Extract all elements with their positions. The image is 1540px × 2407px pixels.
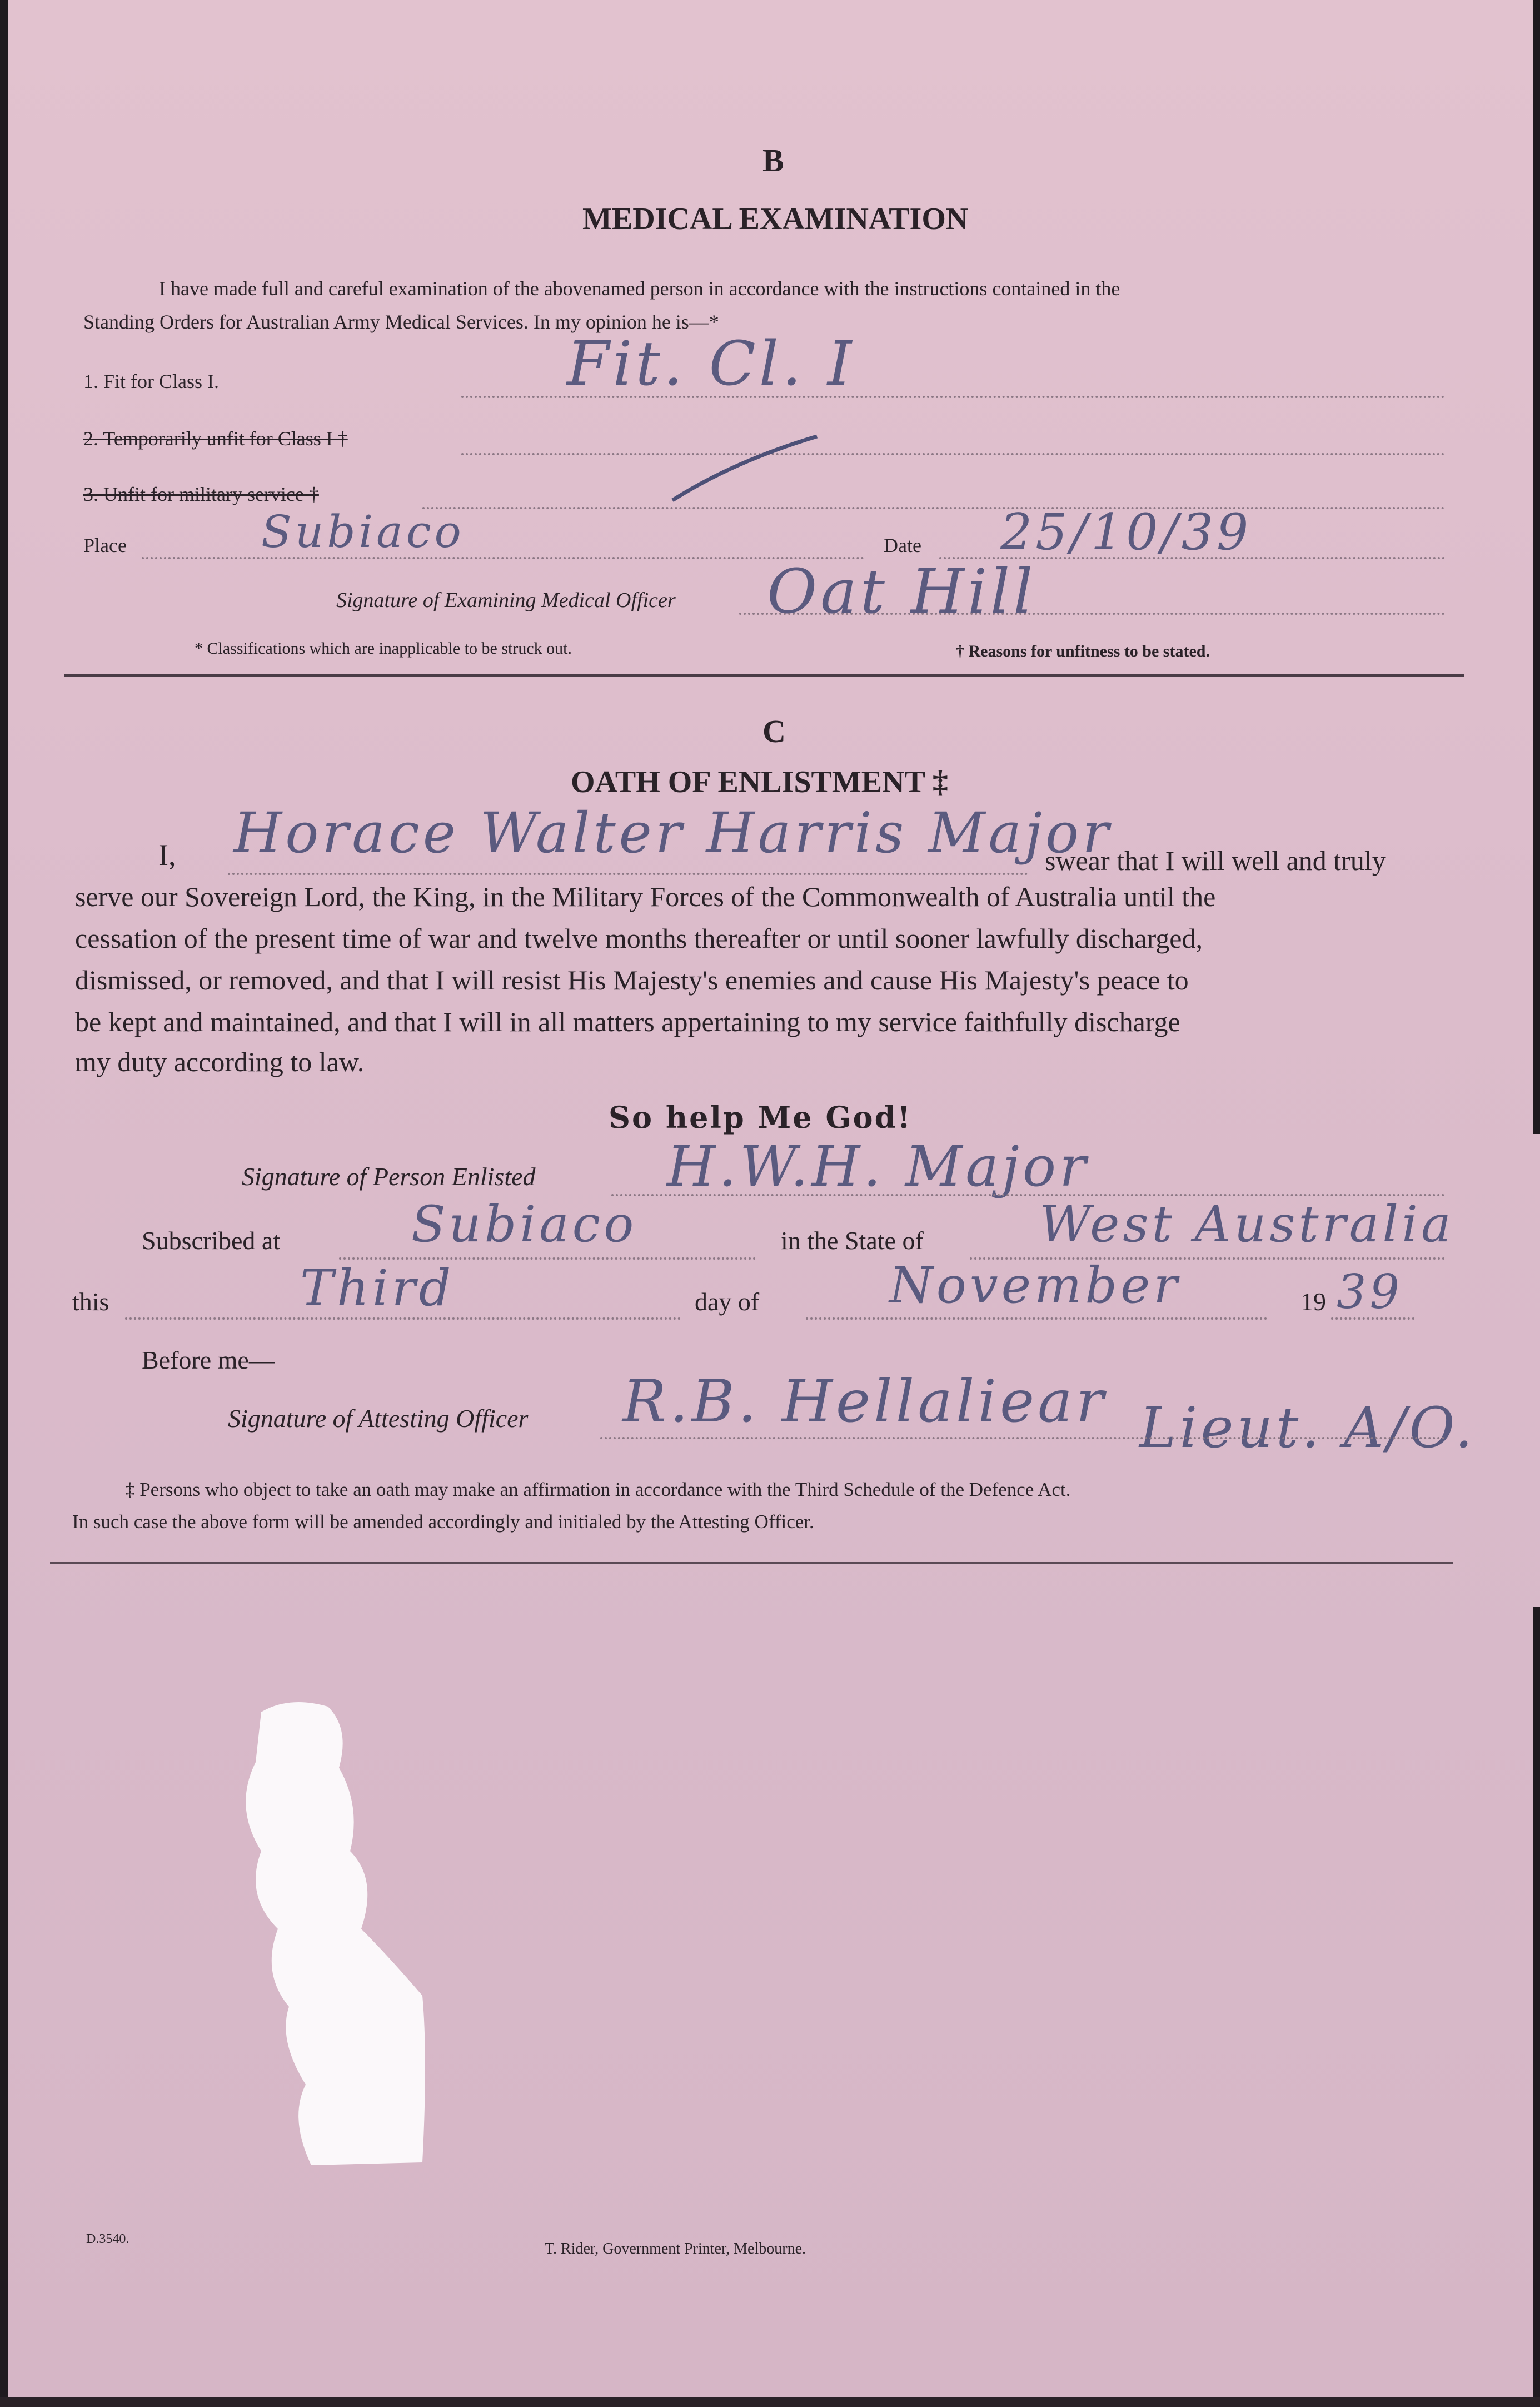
section-c-title: OATH OF ENLISTMENT ‡ <box>571 765 948 799</box>
classification-item-1: 1. Fit for Class I. <box>83 370 220 392</box>
oath-line-1: swear that I will well and truly <box>1045 845 1386 876</box>
oath-line-5: be kept and maintained, and that I will in all matters appertaining to my service faithfully discharge <box>75 1006 1180 1037</box>
classification-item-2: 2. Temporarily unfit for Class I † <box>83 427 348 450</box>
this-label: this <box>72 1287 109 1316</box>
footnote-reasons: † Reasons for unfitness to be stated. <box>956 642 1210 660</box>
printer-imprint: T. Rider, Government Printer, Melbourne. <box>545 2240 806 2257</box>
state-handwritten: West Australia <box>1039 1195 1454 1254</box>
place-line <box>142 557 864 559</box>
day-line <box>125 1317 681 1320</box>
year-line <box>1331 1317 1414 1320</box>
before-me-label: Before me— <box>142 1346 275 1374</box>
oath-line-4: dismissed, or removed, and that I will resist His Majesty's enemies and cause His Majesty's peace to <box>75 964 1189 996</box>
person-signature: H.W.H. Major <box>667 1134 1089 1199</box>
date-label: Date <box>884 534 921 556</box>
month-line <box>806 1317 1267 1320</box>
so-help-me-god: So help Me God! <box>609 1100 913 1135</box>
medical-officer-sig-line <box>739 613 1445 615</box>
classification-line-3 <box>422 507 1445 509</box>
place-label: Place <box>83 534 127 556</box>
classification-handwritten: Fit. Cl. I <box>567 328 855 399</box>
oath-name-handwritten: Horace Walter Harris Major <box>233 800 1112 866</box>
footnote-affirmation-line2: In such case the above form will be amended accordingly and initialed by the Attesting Officer. <box>72 1511 814 1533</box>
footnote-affirmation-line1: ‡ Persons who object to take an oath may make an affirmation in accordance with the Third Schedule of the Defence Act. <box>125 1479 1071 1500</box>
attesting-officer-signature: R.B. Hellaliear <box>622 1367 1107 1435</box>
section-b-title: MEDICAL EXAMINATION <box>582 202 969 236</box>
day-handwritten: Third <box>300 1259 455 1317</box>
paper-damage-blot <box>222 1695 433 2174</box>
oath-line-2: serve our Sovereign Lord, the King, in the Military Forces of the Commonwealth of Australia until the <box>75 881 1216 912</box>
oath-line-6: my duty according to law. <box>75 1046 365 1077</box>
scan-edge-right-bottom <box>1533 1607 1540 2407</box>
scan-edge-left <box>0 0 8 2407</box>
date-handwritten: 25/10/39 <box>1000 503 1252 561</box>
section-b-intro-line2: Standing Orders for Australian Army Medical Services. In my opinion he is—* <box>83 311 719 333</box>
strike-mark-diagonal <box>667 428 823 506</box>
state-label: in the State of <box>781 1226 924 1255</box>
section-b-intro-line1: I have made full and careful examination of the abovenamed person in accordance with the instructions contained in the <box>159 277 1120 300</box>
classification-line-1 <box>461 396 1445 398</box>
scan-edge-right-top <box>1533 0 1540 1134</box>
medical-officer-signature: Oat Hill <box>767 556 1036 627</box>
footnote-classifications: * Classifications which are inapplicable to be struck out. <box>195 639 572 658</box>
classification-item-3: 3. Unfit for military service † <box>83 483 319 505</box>
attesting-officer-sig-label: Signature of Attesting Officer <box>228 1404 529 1433</box>
subscribed-label: Subscribed at <box>142 1226 281 1255</box>
form-number: D.3540. <box>86 2232 129 2246</box>
section-divider-b <box>64 674 1464 677</box>
place-handwritten: Subiaco <box>261 506 465 558</box>
month-handwritten: November <box>889 1256 1181 1315</box>
section-divider-c <box>50 1562 1453 1564</box>
scan-edge-bottom <box>0 2397 1540 2407</box>
oath-line-3: cessation of the present time of war and twelve months thereafter or until sooner lawfully discharged, <box>75 923 1203 954</box>
attesting-officer-rank: Lieut. A/O. <box>1139 1395 1476 1460</box>
subscribed-handwritten: Subiaco <box>411 1195 637 1254</box>
year-prefix: 19 <box>1300 1287 1326 1316</box>
section-b-letter: B <box>762 142 784 178</box>
section-c-letter: C <box>762 713 786 749</box>
classification-line-2 <box>461 453 1445 455</box>
medical-officer-sig-label: Signature of Examining Medical Officer <box>336 589 676 612</box>
oath-name-line <box>228 873 1028 875</box>
oath-prefix: I, <box>158 838 176 872</box>
day-of-label: day of <box>695 1287 760 1316</box>
person-sig-label: Signature of Person Enlisted <box>242 1162 536 1191</box>
attesting-officer-sig-line <box>600 1437 1445 1439</box>
year-handwritten: 39 <box>1337 1265 1403 1319</box>
